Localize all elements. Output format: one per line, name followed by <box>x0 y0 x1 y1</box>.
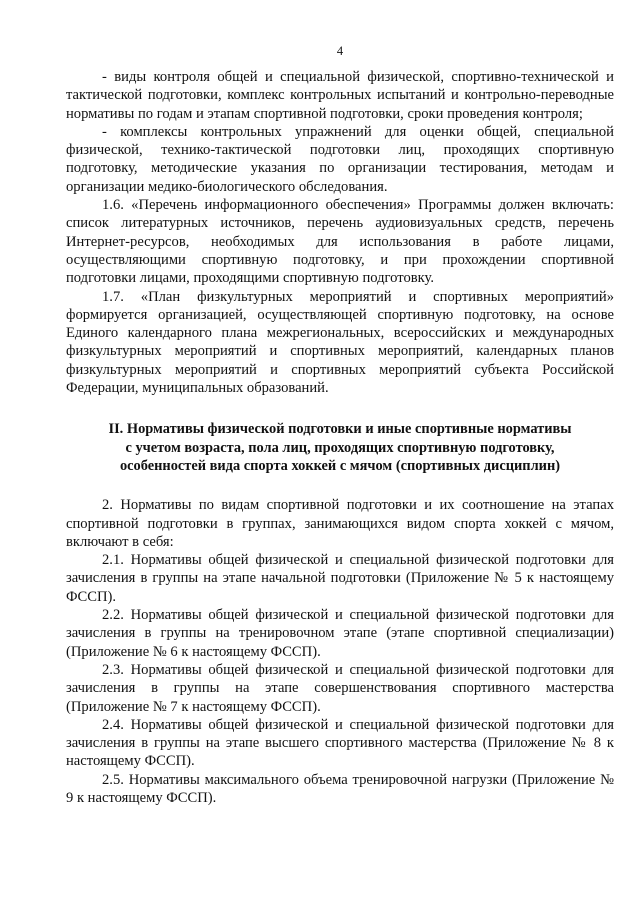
paragraph-2-4: 2.4. Нормативы общей физической и специальной физической подготовки для зачисления в группы на этапе высшего спортивного мастерства (Приложение № 8 к настоящему ФССП). <box>66 716 614 770</box>
section-heading-line-3: особенностей вида спорта хоккей с мячом (спортивных дисциплин) <box>119 457 561 474</box>
paragraph-2-2: 2.2. Нормативы общей физической и специальной физической подготовки для зачисления в группы на тренировочном этапе (этапе спортивной специализации) (Приложение № 6 к настоящему ФССП). <box>66 607 614 660</box>
document-body <box>66 68 614 807</box>
paragraph-2-3: 2.3. Нормативы общей физической и специальной физической подготовки для зачисления в группы на этапе совершенствования спортивного мастерства (Приложение № 7 к настоящему ФССП). <box>66 661 614 715</box>
section-heading <box>66 420 614 475</box>
paragraph-2-5: 2.5. Нормативы максимального объема тренировочной нагрузки (Приложение № 9 к настоящему ФССП). <box>66 771 614 806</box>
paragraph-1-7: 1.7. «План физкультурных мероприятий и спортивных мероприятий» формируется организацией, осуществляющей спортивную подготовку, на основе Единого календарного плана межрегиональных, всероссийских и международных физкультурных мероприятий и спортивных мероприятий, календарных планов физкультурных мероприятий и спортивных мероприятий субъекта Российской Федерации, муниципальных образований. <box>66 288 614 397</box>
paragraph-1-6: 1.6. «Перечень информационного обеспечения» Программы должен включать: список литературных источников, перечень аудиовизуальных средств, перечень Интернет-ресурсов, необходимых для использования в работе лицами, осуществляющими спортивную подготовку, и при прохождении спортивной подготовки лицами, проходящими спортивную подготовку. <box>66 197 614 287</box>
paragraph-2: 2. Нормативы по видам спортивной подготовки и их соотношение на этапах спортивной подготовки в группах, занимающихся видом спорта хоккей с мячом, включают в себя: <box>66 497 614 550</box>
section-heading-line-1: II. Нормативы физической подготовки и иные спортивные нормативы <box>108 421 572 438</box>
paragraph-control-exercises: - комплексы контрольных упражнений для оценки общей, специальной физической, технико-тактической подготовки лиц, проходящих спортивную подготовку, методические указания по организации тестирования, методам и организации медико-биологического обследования. <box>66 123 614 195</box>
section-heading-line-2: с учетом возраста, пола лиц, проходящих спортивную подготовку, <box>125 439 555 456</box>
paragraph-2-1: 2.1. Нормативы общей физической и специальной физической подготовки для зачисления в группы на этапе начальной подготовки (Приложение № 5 к настоящему ФССП). <box>66 552 614 605</box>
paragraph-control-types: - виды контроля общей и специальной физической, спортивно-технической и тактической подготовки, комплекс контрольных испытаний и контрольно-переводные нормативы по годам и этапам спортивной подготовки, сроки проведения контроля; <box>66 69 614 122</box>
page-number: 4 <box>336 44 344 58</box>
